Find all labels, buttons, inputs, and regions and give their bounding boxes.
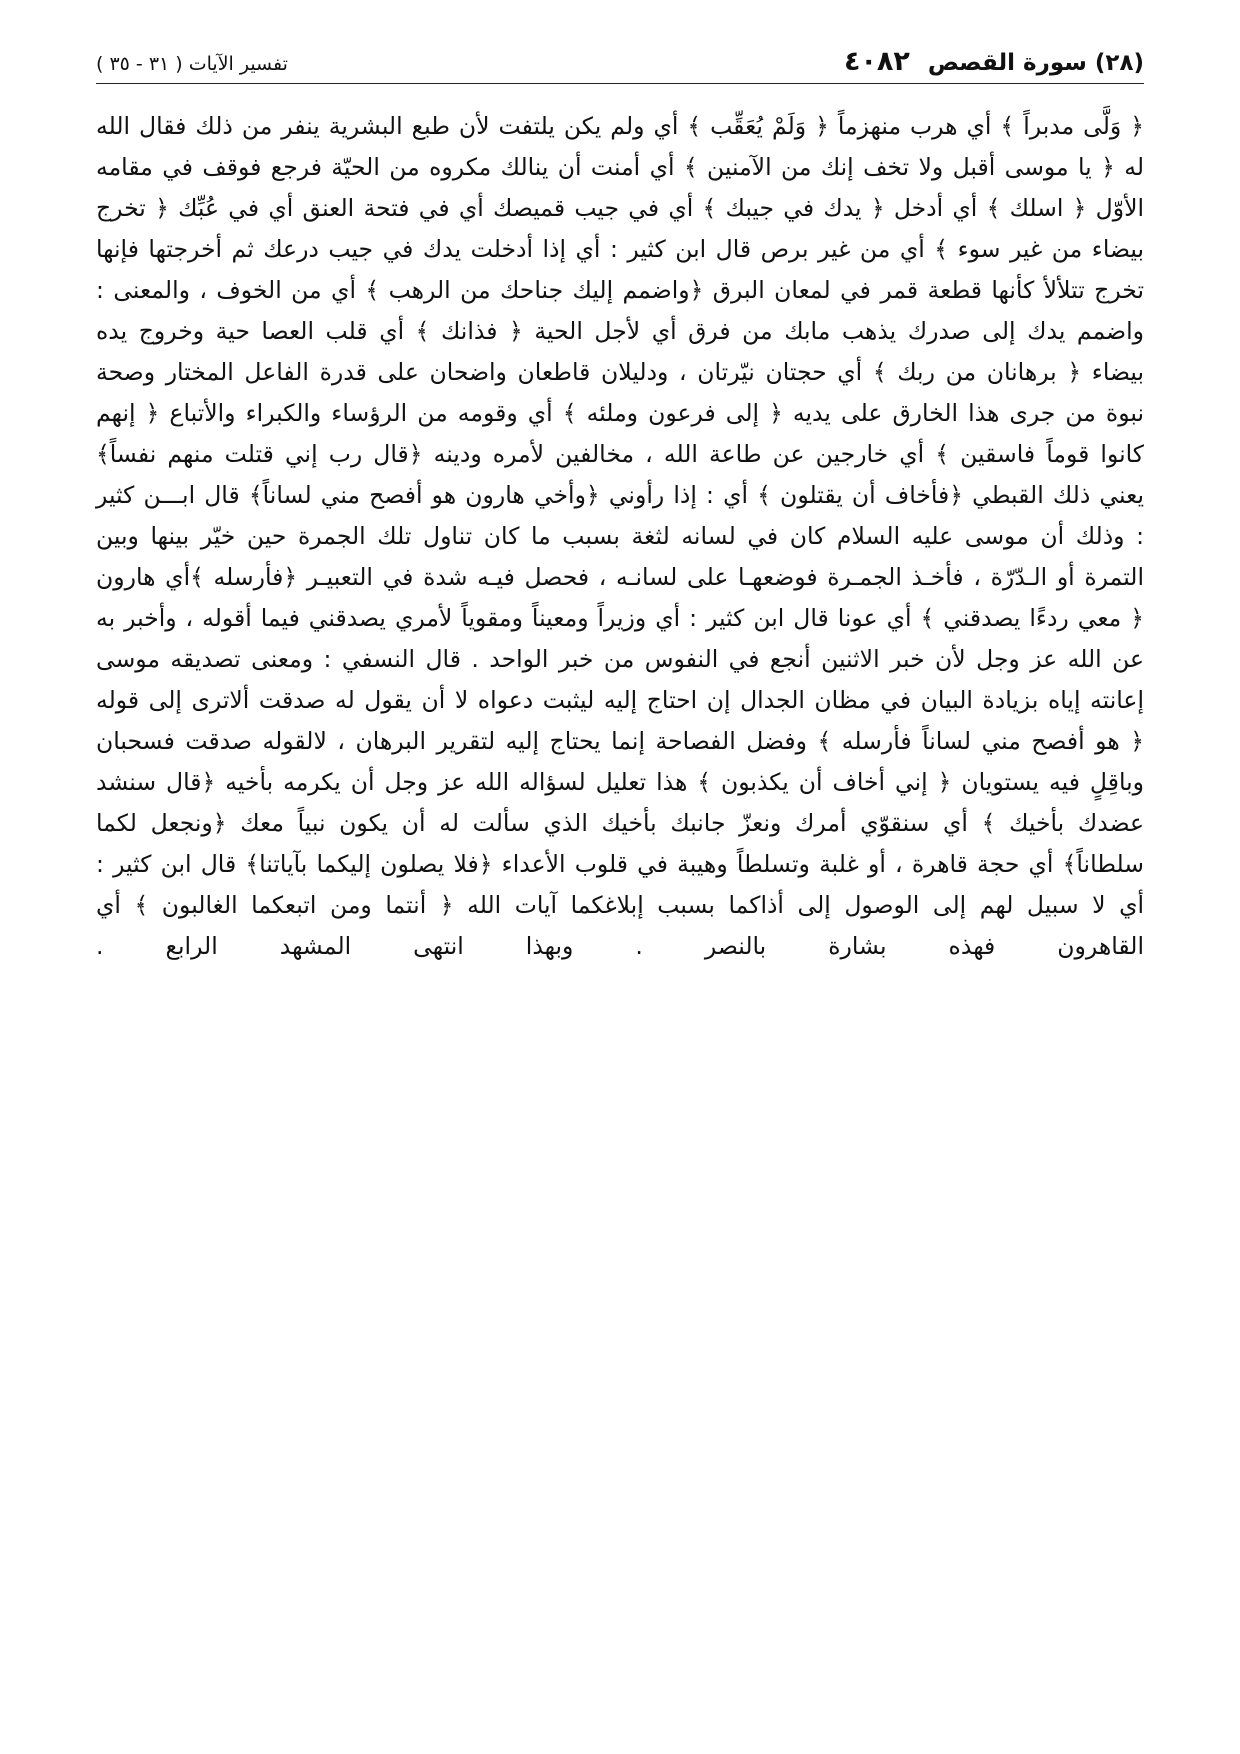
page-footer-spacer <box>96 967 1144 1007</box>
header-surah-label: (٢٨) سورة القصص <box>927 50 1144 76</box>
header-page-number: ٤٠٨٢ <box>843 46 910 77</box>
header-tafsir-label: تفسير الآيات ( ٣١ - ٣٥ ) <box>96 53 288 75</box>
header-right-group <box>844 46 1144 77</box>
page-header <box>96 46 1144 77</box>
tafsir-body-text: ﴿ وَلَّى مدبراً ﴾ أي هرب منهزماً ﴿ وَلَمْ يُعَقِّب ﴾ أي ولم يكن يلتفت لأن طبع البشرية ينفر من ذلك فقال الله له ﴿ يا موسى أقبل ولا تخف إنك من الآمنين ﴾ أي أمنت أن ينالك مكروه من الحيّة فرجع فوقف في مقامه الأوّل ﴿ اسلك ﴾ أي أدخل ﴿ يدك في جيبك ﴾ أي في جيب قميصك أي في فتحة العنق أي في عُبِّك ﴿ تخرج بيضاء من غير سوء ﴾ أي من غير برص قال ابن كثير : أي إذا أدخلت يدك في جيب درعك ثم أخرجتها فإنها تخرج تتلألأ كأنها قطعة قمر في لمعان البرق ﴿واضمم إليك جناحك من الرهب ﴾ أي من الخوف ، والمعنى : واضمم يدك إلى صدرك يذهب مابك من فرق أي لأجل الحية ﴿ فذانك ﴾ أي قلب العصا حية وخروج يده بيضاء ﴿ برهانان من ربك ﴾ أي حجتان نيّرتان ، ودليلان قاطعان واضحان على قدرة الفاعل المختار وصحة نبوة من جرى هذا الخارق على يديه ﴿ إلى فرعون وملئه ﴾ أي وقومه من الرؤساء والكبراء والأتباع ﴿ إنهم كانوا قوماً فاسقين ﴾ أي خارجين عن طاعة الله ، مخالفين لأمره ودينه ﴿قال رب إني قتلت منهم نفساً﴾ يعني ذلك القبطي ﴿فأخاف أن يقتلون ﴾ أي : إذا رأوني ﴿وأخي هارون هو أفصح مني لساناً﴾ قال ابـــن كثير : وذلك أن موسى عليه السلام كان في لسانه لثغة بسبب ما كان تناول تلك الجمرة حين خيّر بينها وبين التمرة أو الـدّرّة ، فأخـذ الجمـرة فوضعهـا على لسانـه ، فحصل فيـه شدة في التعبيـر ﴿فأرسله ﴾أي هارون ﴿ معي ردءًا يصدقني ﴾ أي عونا قال ابن كثير : أي وزيراً ومعيناً ومقوياً لأمري يصدقني فيما أقوله ، وأخبر به عن الله عز وجل لأن خبر الاثنين أنجع في النفوس من خبر الواحد . قال النسفي : ومعنى تصديقه موسى إعانته إياه بزيادة البيان في مظان الجدال إن احتاج إليه ليثبت دعواه لا أن يقول له صدقت ألاترى إلى قوله ﴿ هو أفصح مني لساناً فأرسله ﴾ وفضل الفصاحة إنما يحتاج إليه لتقرير البرهان ، لالقوله صدقت فسحبان وباقِلٍ فيه يستويان ﴿ إني أخاف أن يكذبون ﴾ هذا تعليل لسؤاله الله عز وجل أن يكرمه بأخيه ﴿قال سنشد عضدك بأخيك ﴾ أي سنقوّي أمرك ونعزّ جانبك بأخيك الذي سألت له أن يكون نبياً معك ﴿ونجعل لكما سلطاناً﴾ أي حجة قاهرة ، أو غلبة وتسلطاً وهيبة في قلوب الأعداء ﴿فلا يصلون إليكما بآياتنا﴾ قال ابن كثير : أي لا سبيل لهم إلى الوصول إلى أذاكما بسبب إبلاغكما آيات الله ﴿ أنتما ومن اتبعكما الغالبون ﴾ أي القاهرون فهذه بشارة بالنصر . وبهذا انتهى المشهد الرابع . <box>96 112 1144 960</box>
header-divider <box>96 83 1144 84</box>
